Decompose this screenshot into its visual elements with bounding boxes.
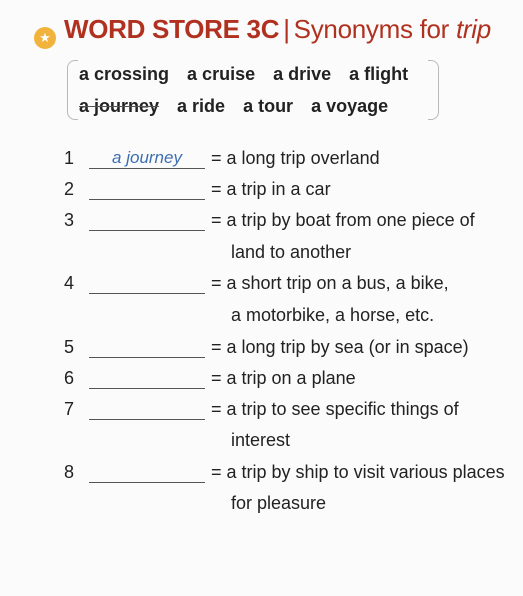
answer-blank[interactable] <box>89 462 205 483</box>
title-bold: WORD STORE 3C <box>64 14 280 44</box>
word-a-cruise: a cruise <box>187 64 256 84</box>
answer-blank[interactable] <box>89 179 205 200</box>
item-definition: = a trip by ship to visit various places <box>211 462 505 482</box>
word-a-crossing: a crossing <box>79 64 170 84</box>
item-definition: = a long trip by sea (or in space) <box>211 337 469 357</box>
answer-blank[interactable] <box>89 399 205 420</box>
word-row-1 <box>79 64 426 85</box>
item-number: 3 <box>64 210 75 230</box>
item-definition: = a trip in a car <box>211 179 331 199</box>
page-title <box>64 14 491 45</box>
item-number: 1 <box>64 148 75 168</box>
item-definition: = a trip to see specific things of <box>211 399 459 419</box>
word-a-drive: a drive <box>273 64 332 84</box>
item-definition: = a long trip overland <box>211 148 380 168</box>
word-a-flight: a flight <box>349 64 409 84</box>
item-definition-continued: land to another <box>231 242 352 262</box>
item-definition: = a trip on a plane <box>211 368 356 388</box>
word-a-journey: a journey <box>79 96 160 116</box>
word-row-2 <box>79 96 406 117</box>
item-number: 2 <box>64 179 75 199</box>
item-number: 8 <box>64 462 75 482</box>
answer-blank[interactable]: a journey <box>89 148 205 169</box>
answer-blank[interactable] <box>89 368 205 389</box>
item-definition: = a trip by boat from one piece of <box>211 210 475 230</box>
item-number: 6 <box>64 368 75 388</box>
item-number: 5 <box>64 337 75 357</box>
answer-blank[interactable] <box>89 210 205 231</box>
item-definition-continued: interest <box>231 430 291 450</box>
item-definition-continued: for pleasure <box>231 493 327 513</box>
title-subtitle: Synonyms for <box>293 14 450 44</box>
answer-blank[interactable] <box>89 337 205 358</box>
answer-blank[interactable] <box>89 273 205 294</box>
title-separator: | <box>283 14 290 44</box>
word-a-ride: a ride <box>177 96 226 116</box>
word-a-voyage: a voyage <box>311 96 389 116</box>
item-number: 7 <box>64 399 75 419</box>
word-a-tour: a tour <box>243 96 294 116</box>
item-definition: = a short trip on a bus, a bike, <box>211 273 449 293</box>
item-definition-continued: a motorbike, a horse, etc. <box>231 305 435 325</box>
star-icon: ★ <box>34 27 56 49</box>
item-number: 4 <box>64 273 75 293</box>
title-subtitle-italic: trip <box>455 14 491 44</box>
word-box <box>67 58 439 122</box>
